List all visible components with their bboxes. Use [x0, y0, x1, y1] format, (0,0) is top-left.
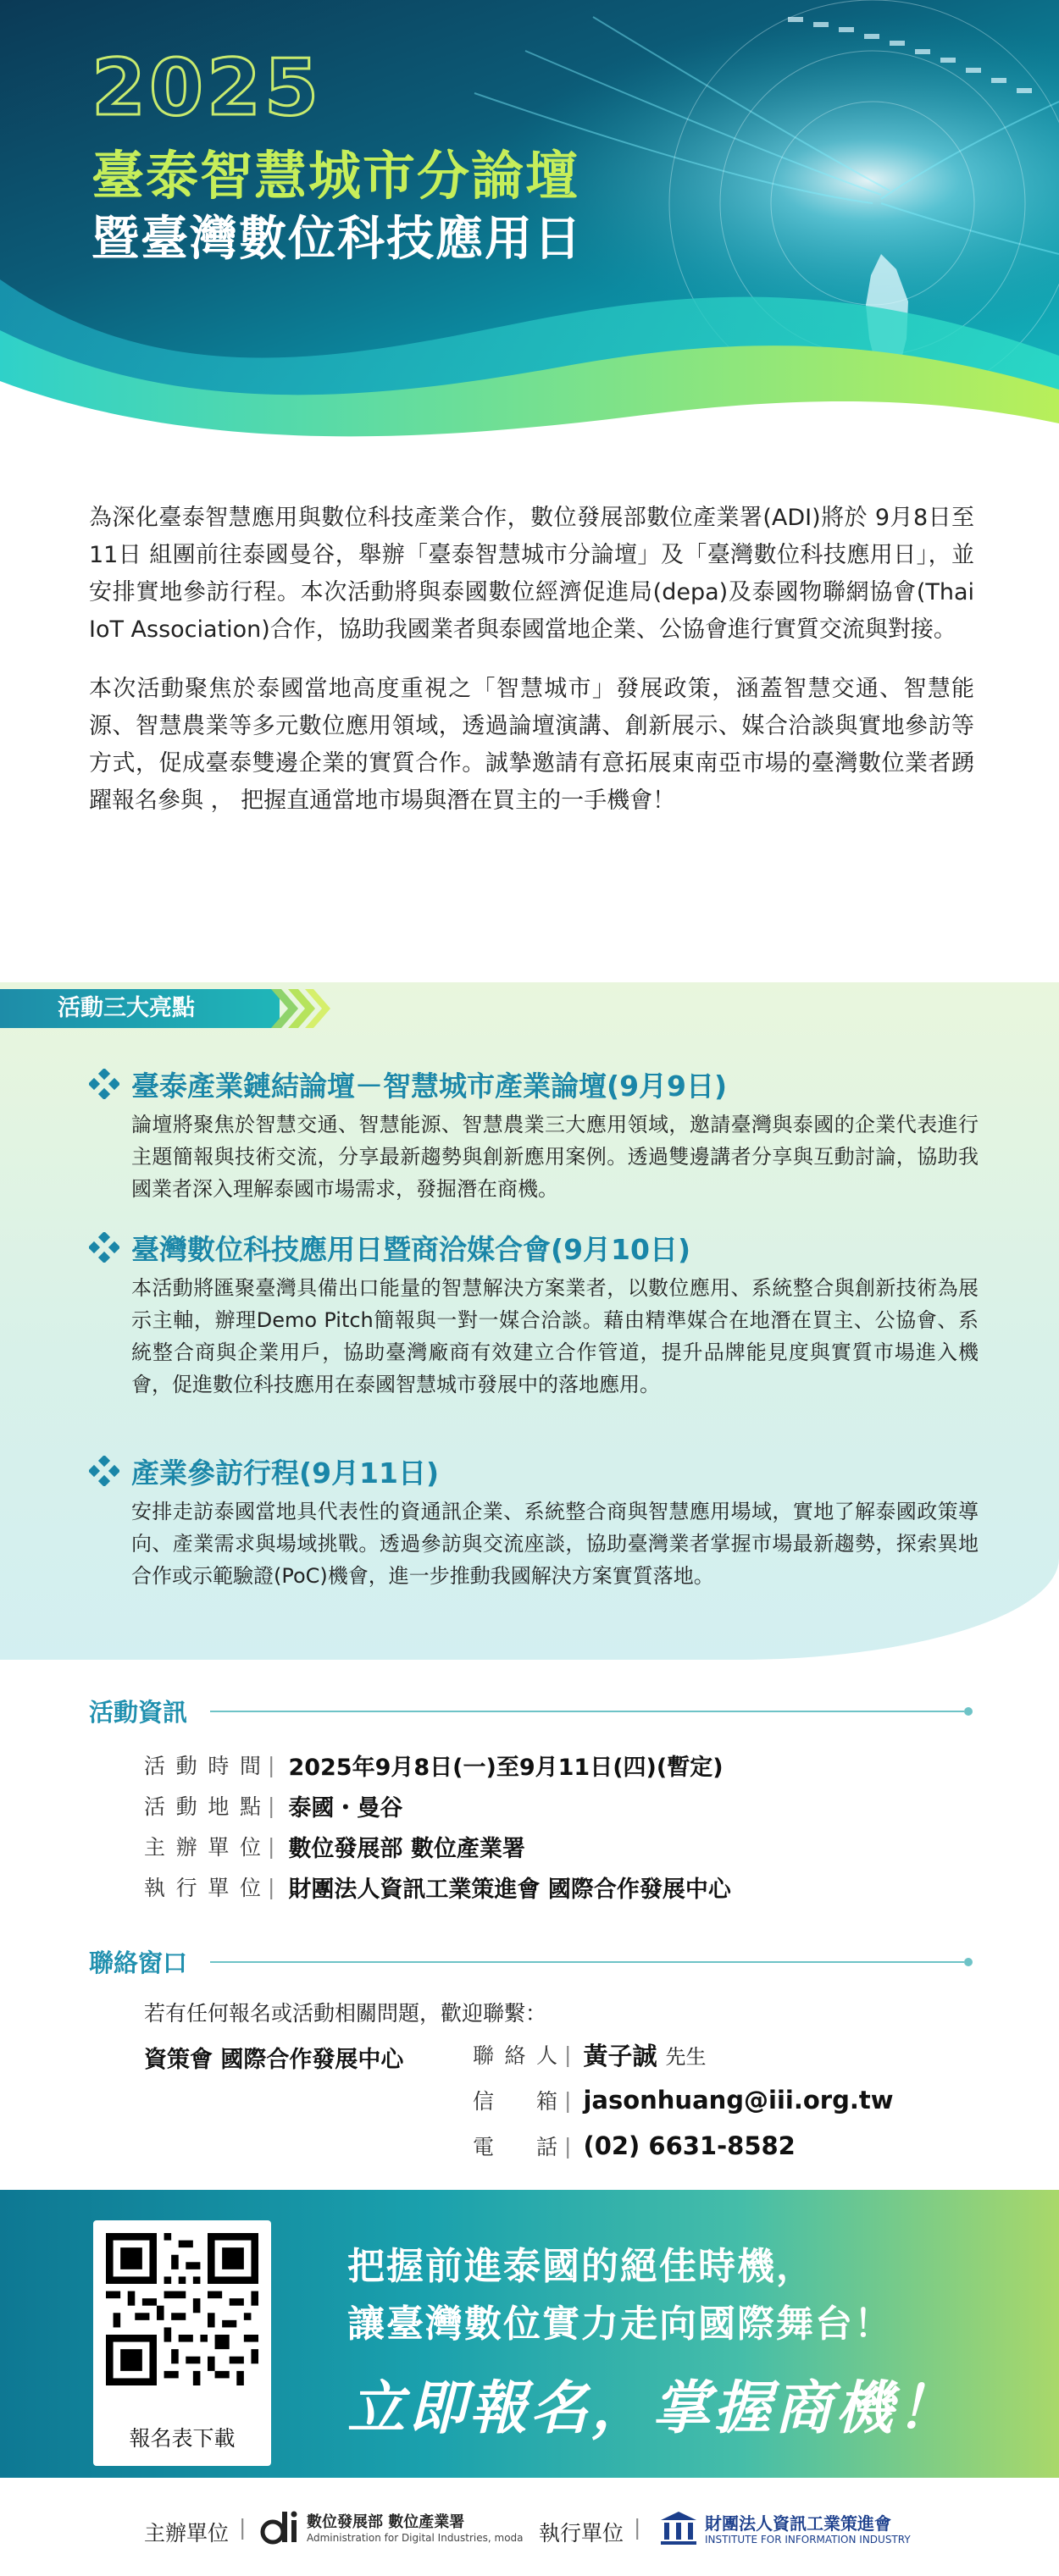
hero-year: 2025	[91, 42, 323, 133]
highlight-body: 論壇將聚焦於智慧交通、智慧能源、智慧農業三大應用領域，邀請臺灣與泰國的企業代表進行主題簡報與技術交流，分享最新趨勢與創新應用案例。透過雙邊講者分享與互動討論，協助我國業者深入理解泰國市場需求，發掘潛在商機。	[131, 1113, 979, 1201]
info-value: 財團法人資訊工業策進會 國際合作發展中心	[288, 1876, 731, 1903]
contact-row-phone	[473, 2127, 796, 2164]
event-info-title: 活動資訊	[89, 1698, 188, 1727]
diamond-bullet-icon	[89, 1069, 119, 1099]
footer-organizer-label: 主辦單位	[144, 2521, 230, 2546]
qr-caption: 報名表下載	[129, 2426, 236, 2451]
hero-title: 臺泰智慧城市分論壇	[91, 145, 580, 207]
footer-organizer-logo-sub: Administration for Digital Industries, moda	[307, 2532, 524, 2544]
qr-code-icon[interactable]	[106, 2233, 258, 2385]
highlights-label: 活動三大亮點	[0, 989, 280, 1028]
contact-label: 電 話	[473, 2135, 557, 2159]
highlight-item-site-visit	[89, 1450, 979, 1592]
cta-line-2: 讓臺灣數位實力走向國際舞台！	[347, 2302, 893, 2346]
contact-separator: |	[564, 2133, 572, 2159]
intro-paragraph-1: 為深化臺泰智慧應用與數位科技產業合作，數位發展部數位產業署(ADI)將於 9月8日至11日 組團前往泰國曼谷，舉辦「臺泰智慧城市分論壇」及「臺灣數位科技應用日」，並安排實地參訪行程。本次活動將與泰國數位經濟促進局(depa)及泰國物聯網協會(Thai IoT Association)合作，協助我國業者與泰國當地企業、公協會進行實質交流與對接。	[89, 505, 974, 643]
event-info-row-time	[144, 1746, 724, 1783]
divider	[210, 1961, 964, 1963]
diamond-bullet-icon	[89, 1232, 119, 1263]
highlight-title: 臺泰產業鏈結論壇－智慧城市產業論壇(9月9日)	[131, 1069, 728, 1103]
diamond-bullet-icon	[89, 1456, 119, 1486]
contact-email-link[interactable]: jasonhuang@iii.org.tw	[583, 2086, 894, 2114]
chevron-right-icon	[271, 987, 330, 1030]
highlight-title: 產業參訪行程(9月11日)	[131, 1456, 440, 1490]
info-label: 活動地點	[144, 1794, 261, 1819]
divider-dot	[964, 1707, 973, 1716]
info-label: 執行單位	[144, 1876, 261, 1900]
contact-separator: |	[564, 2087, 572, 2113]
footer-organizer-logo-text: 數位發展部 數位產業署	[307, 2513, 465, 2531]
highlight-item-tech-day	[89, 1226, 979, 1401]
iii-logo-icon	[659, 2510, 698, 2546]
info-label: 活動時間	[144, 1754, 261, 1778]
event-info-row-executor	[144, 1868, 731, 1905]
contact-label: 聯絡人	[473, 2043, 557, 2068]
qr-code-card[interactable]	[93, 2220, 271, 2466]
info-label: 主辦單位	[144, 1835, 261, 1860]
event-info-row-organizer	[144, 1827, 525, 1865]
contact-phone[interactable]: (02) 6631-8582	[583, 2131, 796, 2160]
hero-banner	[0, 0, 1059, 474]
intro-paragraph-2: 本次活動聚焦於泰國當地高度重視之「智慧城市」發展政策，涵蓋智慧交通、智慧能源、智慧農業等多元數位應用領域，透過論壇演講、創新展示、媒合洽談與實地參訪等方式，促成臺泰雙邊企業的實質合作。誠摯邀請有意拓展東南亞市場的臺灣數位業者踴躍報名參與 ， 把握直通當地市場與潛在買主的一手機會！	[89, 676, 974, 814]
cta-register-headline: 立即報名，掌握商機！	[347, 2375, 958, 2442]
hero-subtitle: 暨臺灣數位科技應用日	[91, 212, 583, 267]
divider-dot	[964, 1958, 973, 1966]
contact-org: 資策會 國際合作發展中心	[144, 2047, 404, 2073]
highlight-item-forum	[89, 1063, 979, 1205]
info-separator: |	[268, 1833, 275, 1859]
contact-person-suffix: 先生	[665, 2044, 707, 2069]
contact-title: 聯絡窗口	[89, 1949, 188, 1977]
footer	[0, 2478, 1059, 2576]
footer-separator: |	[239, 2515, 247, 2540]
highlight-title: 臺灣數位科技應用日暨商洽媒合會(9月10日)	[131, 1232, 691, 1266]
info-separator: |	[268, 1874, 275, 1899]
footer-executor-logo-sub: INSTITUTE FOR INFORMATION INDUSTRY	[705, 2534, 911, 2546]
moda-logo-icon	[259, 2508, 302, 2547]
intro-section	[89, 500, 974, 842]
contact-separator: |	[564, 2042, 572, 2067]
footer-separator: |	[634, 2515, 641, 2540]
contact-row-email	[473, 2081, 894, 2119]
contact-label: 信 箱	[473, 2089, 557, 2114]
contact-row-person	[473, 2036, 706, 2073]
cta-line-1: 把握前進泰國的絕佳時機，	[347, 2245, 815, 2288]
highlight-body: 安排走訪泰國當地具代表性的資通訊企業、系統整合商與智慧應用場域，實地了解泰國政策導向、產業需求與場域挑戰。透過參訪與交流座談，協助臺灣業者掌握市場最新趨勢，探索異地合作或示範驗證(PoC)機會，進一步推動我國解決方案實質落地。	[131, 1500, 979, 1588]
info-separator: |	[268, 1752, 275, 1777]
info-value: 泰國・曼谷	[288, 1794, 403, 1821]
info-value: 2025年9月8日(一)至9月11日(四)(暫定)	[288, 1754, 724, 1781]
footer-executor-label: 執行單位	[539, 2521, 624, 2546]
event-info-row-location	[144, 1787, 402, 1824]
contact-person: 黃子誠	[583, 2041, 657, 2070]
contact-intro: 若有任何報名或活動相關問題，歡迎聯繫：	[144, 2001, 547, 2026]
info-value: 數位發展部 數位產業署	[288, 1835, 525, 1862]
footer-executor-logo-text: 財團法人資訊工業策進會	[705, 2513, 891, 2534]
info-separator: |	[268, 1793, 275, 1818]
highlight-body: 本活動將匯聚臺灣具備出口能量的智慧解決方案業者，以數位應用、系統整合與創新技術為展示主軸，辦理Demo Pitch簡報與一對一媒合洽談。藉由精準媒合在地潛在買主、公協會、系統整合商與企業用戶，協助臺灣廠商有效建立合作管道，提升品牌能見度與實質市場進入機會，促進數位科技應用在泰國智慧城市發展中的落地應用。	[131, 1276, 979, 1396]
divider	[210, 1711, 964, 1712]
